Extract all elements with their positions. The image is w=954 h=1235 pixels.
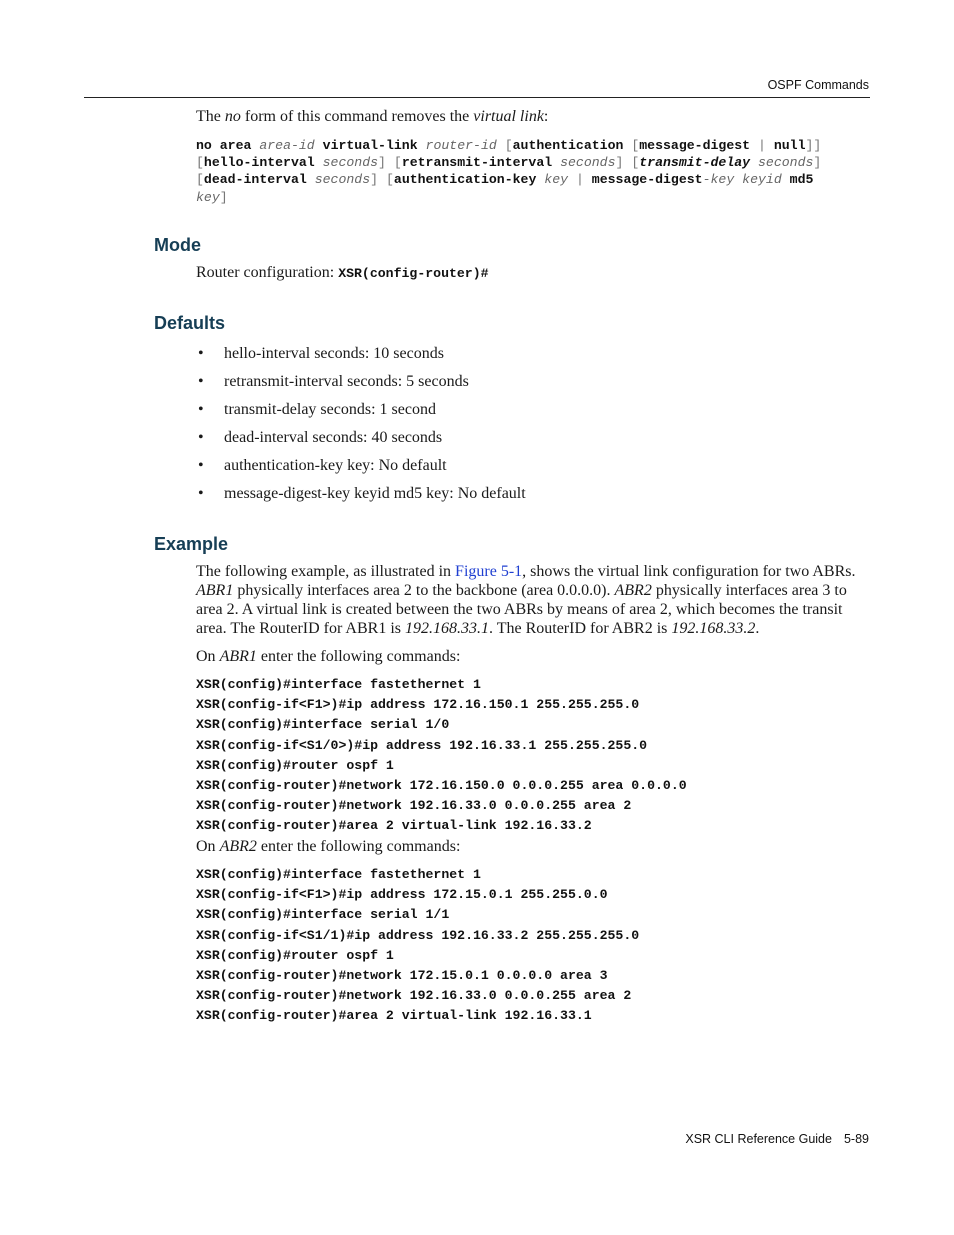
syntax-bracket: [ xyxy=(504,138,513,153)
syntax-keyword: hello-interval xyxy=(203,155,315,171)
syntax-keyword: no xyxy=(196,138,212,153)
defaults-heading: Defaults xyxy=(154,313,226,333)
abr1-intro-text: On xyxy=(196,648,220,665)
mode-paragraph xyxy=(196,263,868,283)
code-line: XSR(config)#router ospf 1 xyxy=(196,947,394,963)
page-footer xyxy=(685,1132,869,1146)
syntax-keyword: message-digest xyxy=(639,138,751,153)
syntax-pipe: | xyxy=(575,172,584,188)
code-line: XSR(config-if<S1/0>)#ip address 192.16.33.1 255.255.255.0 xyxy=(196,737,648,753)
syntax-variable: seconds xyxy=(758,155,814,171)
syntax-variable: seconds xyxy=(560,155,616,171)
intro-no-keyword: no xyxy=(224,108,241,125)
syntax-variable: seconds xyxy=(322,155,379,171)
code-line: XSR(config-if<F1>)#ip address 172.16.150.1 255.255.255.0 xyxy=(196,697,640,713)
running-header-title: OSPF Commands xyxy=(767,78,869,92)
syntax-variable: key xyxy=(544,172,569,188)
example-paragraph xyxy=(196,562,868,638)
syntax-bracket: [ xyxy=(196,155,204,171)
syntax-variable: area-id xyxy=(259,138,315,153)
syntax-bracket: ] xyxy=(370,172,379,188)
syntax-keyword: authentication xyxy=(512,138,624,153)
syntax-keyword: virtual-link xyxy=(322,138,418,153)
abr1-intro-text: enter the following commands: xyxy=(256,648,461,665)
syntax-bracket: [ xyxy=(385,172,394,188)
abr2-intro xyxy=(196,837,868,856)
example-heading: Example xyxy=(154,534,229,554)
syntax-bracket: ] xyxy=(615,155,624,171)
abr2-code-block xyxy=(196,867,639,1029)
abr1-term: ABR1 xyxy=(196,582,234,599)
command-syntax xyxy=(196,137,870,206)
syntax-variable: -key xyxy=(702,172,735,188)
footer-guide-title: XSR CLI Reference Guide xyxy=(685,1132,832,1146)
router-id-abr1: 192.168.33.1 xyxy=(405,620,489,637)
mode-prompt: XSR(config-router)# xyxy=(338,266,489,281)
syntax-bracket: ] xyxy=(813,155,822,171)
code-line: XSR(config-router)#network 172.16.150.0 0.0.0.255 area 0.0.0.0 xyxy=(196,777,687,793)
intro-paragraph xyxy=(196,107,868,126)
example-text: , shows the virtual link configuration for two ABRs. xyxy=(522,563,856,580)
syntax-bracket: [ xyxy=(196,172,204,188)
abr2-term: ABR2 xyxy=(614,582,652,599)
code-line: XSR(config)#interface serial 1/0 xyxy=(196,717,450,733)
intro-text: : xyxy=(543,108,549,125)
syntax-variable: router-id xyxy=(425,138,497,153)
router-id-abr2: 192.168.33.2 xyxy=(671,620,756,637)
code-line: XSR(config-router)#area 2 virtual-link 192.16.33.1 xyxy=(196,1008,592,1024)
syntax-bracket: ] xyxy=(219,189,228,205)
example-text: physically interfaces area 3 to area 2. A virtual link is created between the two ABRs by means of area 2, which becomes the transit area. The RouterID for ABR1 is xyxy=(196,582,847,637)
syntax-pipe: | xyxy=(757,138,766,153)
syntax-keyword: retransmit-interval xyxy=(401,155,553,171)
example-text: . xyxy=(755,620,760,637)
code-line: XSR(config)#interface fastethernet 1 xyxy=(196,867,481,882)
code-line: XSR(config)#interface fastethernet 1 xyxy=(196,677,481,692)
syntax-keyword: md5 xyxy=(789,172,814,188)
figure-link[interactable]: Figure 5-1 xyxy=(455,563,523,580)
abr2-intro-text: On xyxy=(196,838,220,855)
syntax-bracket: ] xyxy=(378,155,386,171)
abr2-term: ABR2 xyxy=(219,838,257,855)
list-item: • transmit-delay seconds: 1 second xyxy=(196,400,526,428)
list-item: • dead-interval seconds: 40 seconds xyxy=(196,428,526,456)
example-text: . The RouterID for ABR2 is xyxy=(489,620,672,637)
code-line: XSR(config-if<F1>)#ip address 172.15.0.1 255.255.0.0 xyxy=(196,887,608,903)
abr1-code-block xyxy=(196,677,687,839)
footer-page-number: 5-89 xyxy=(843,1132,869,1146)
code-line: XSR(config-router)#network 192.16.33.0 0.0.0.255 area 2 xyxy=(196,798,632,814)
mode-heading: Mode xyxy=(154,235,201,255)
intro-virtual-link: virtual link xyxy=(473,108,544,125)
syntax-keyword: authentication-key xyxy=(393,172,537,188)
defaults-list xyxy=(196,344,526,512)
code-line: XSR(config)#router ospf 1 xyxy=(196,757,394,773)
code-line: XSR(config-router)#area 2 virtual-link 192.16.33.2 xyxy=(196,818,592,834)
code-line: XSR(config-router)#network 172.15.0.1 0.0.0.0 area 3 xyxy=(196,967,608,983)
mode-text: Router configuration: xyxy=(196,264,339,281)
syntax-bracket: [ xyxy=(393,155,402,171)
intro-text: The xyxy=(196,108,225,125)
syntax-bracket: [ xyxy=(631,138,640,153)
list-item: • retransmit-interval seconds: 5 seconds xyxy=(196,372,526,400)
header-divider xyxy=(84,97,870,98)
syntax-keyword: dead-interval xyxy=(203,172,307,188)
code-line: XSR(config)#interface serial 1/1 xyxy=(196,907,450,923)
syntax-keyword: transmit-delay xyxy=(639,155,751,171)
code-line: XSR(config-router)#network 192.16.33.0 0.0.0.255 area 2 xyxy=(196,988,632,1004)
example-text: The following example, as illustrated in xyxy=(196,563,456,580)
syntax-bracket: ]] xyxy=(805,138,822,153)
syntax-bracket: [ xyxy=(631,155,640,171)
syntax-keyword: message-digest xyxy=(591,172,703,188)
list-item: • authentication-key key: No default xyxy=(196,456,526,484)
abr1-term: ABR1 xyxy=(219,648,257,665)
syntax-keyword: null xyxy=(773,138,806,153)
abr1-intro xyxy=(196,647,868,666)
syntax-variable: key xyxy=(196,189,220,205)
code-line: XSR(config-if<S1/1)#ip address 192.16.33.2 255.255.255.0 xyxy=(196,927,640,943)
intro-text: form of this command removes the xyxy=(240,108,474,125)
abr2-intro-text: enter the following commands: xyxy=(256,838,461,855)
syntax-variable: seconds xyxy=(314,172,371,188)
list-item: • hello-interval seconds: 10 seconds xyxy=(196,344,526,372)
syntax-variable: keyid xyxy=(742,172,782,188)
list-item: • message-digest-key keyid md5 key: No default xyxy=(196,484,526,512)
syntax-keyword: area xyxy=(219,138,252,153)
example-text: physically interfaces area 2 to the backbone (area 0.0.0.0). xyxy=(233,582,615,599)
